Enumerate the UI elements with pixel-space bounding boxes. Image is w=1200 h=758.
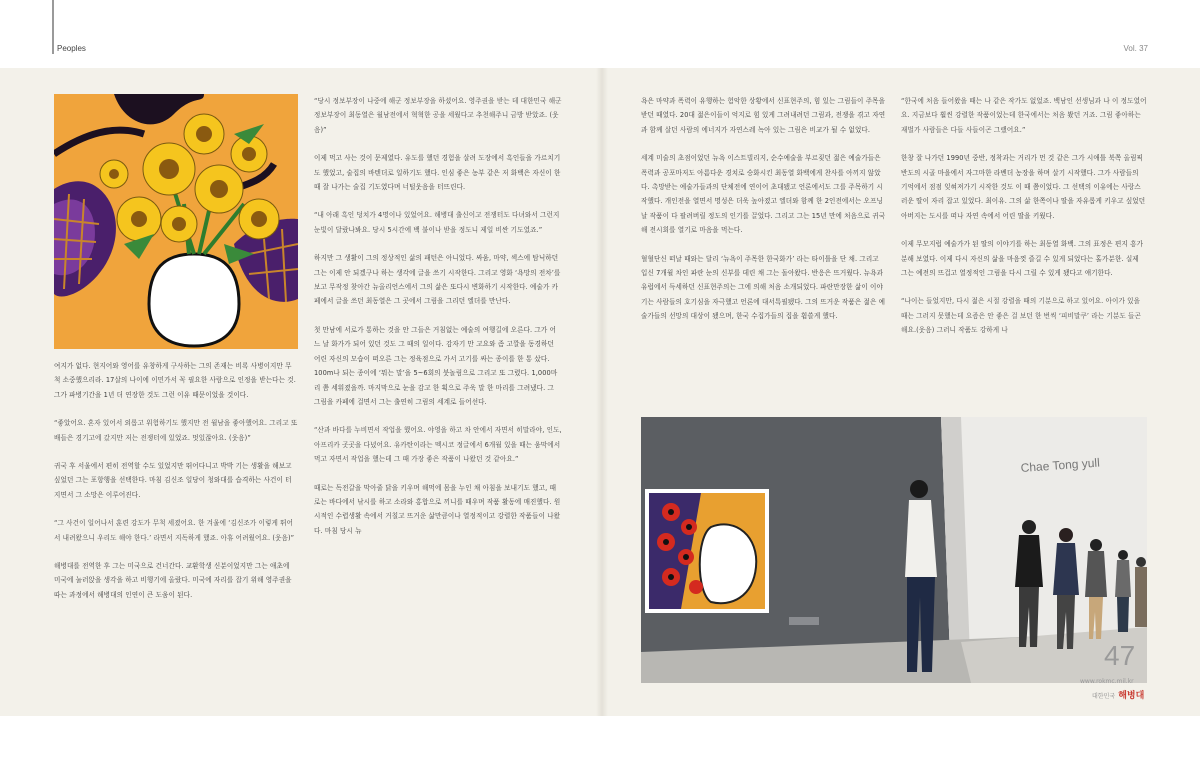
website-watermark: www.rokmc.mil.kr [1080, 678, 1134, 685]
sunflower-painting [54, 94, 298, 349]
paragraph: 이제 무모지럽 예술가가 된 딸의 이야기를 하는 최동열 화백. 그의 표정은 편지 흥가분해 보였다. 이제 다시 자신의 삶을 마음껏 즐길 수 있게 되었다는 홀가분한. 실제 그는 예전의 뜨겁고 열정적인 그림을 다시 그릴 수 있게 됐다고 얘기한다. [901, 240, 1144, 278]
quote-paragraph: “한국에 처음 들어왔을 때는 나 같은 작가도 없었죠. 백남인 선생님과 나 이 정도였어요. 지금보다 훨씬 강렬한 작품이었는데 한국에서는 처음 봤던 거죠. 그림 좋아하는 재벌가 사람들은 다들 사들이곤 그랬어요.” [901, 97, 1147, 134]
header-rule [52, 0, 54, 54]
paragraph: 귀국 후 서울에서 편히 전역할 수도 있었지만 뛰어다니고 박박 기는 생활을 해보고 싶었던 그는 포항행을 선택한다. 마침 김신조 일당이 청와대를 습격하는 사건이 터지면서 그 소망은 이루어진다. [54, 462, 292, 499]
paragraph: 해병대를 전역한 후 그는 미국으로 건너간다. 교환학생 신분이었지만 그는 애초에 미국에 눌러앉을 생각을 하고 비행기에 올랐다. 미국에 자리를 잡기 위해 영주권을 따는 과정에서 해병대의 인연이 큰 도움이 된다. [54, 562, 292, 599]
publisher-name: 해병대 [1118, 690, 1145, 700]
publisher-logo [1092, 688, 1144, 701]
paragraph: 혈혈단신 떠날 때와는 달리 ‘뉴욕이 주목한 한국화가’ 라는 타이틀을 단 채. 그리고 입신 7개월 차인 파란 눈의 신부를 데린 채 그는 돌아왔다. 반응은 뜨거웠다. 뉴욕과 유럽에서 득세하던 신표현주의는 그에 의해 처음 소개되었다. 파란만장한 삶이 이야기는 사람들의 호기심을 자극했고 언론에 대서특필됐다. 그의 뜨거운 작품은 젊은 예술가들의 선망의 대상이 됐으며, 한국 수집가들의 집을 휩쓸게 했다. [641, 254, 886, 321]
paragraph: 한창 잘 나가던 1990년 중반, 정착과는 거리가 먼 것 같은 그가 시애틀 북쪽 올림픽 반도의 시골 마을에서 자그마한 라벤더 농장을 하며 살기 시작했다. 그가 사람들의 기억에서 점점 잊혀져가기 시작한 것도 이 때 쯤이었다. 그 선택의 이유에는 사랑스러운 딸이 자리 잡고 있었다. 최이유. 그의 삶 한쪽이나 딸을 자유롭게 키우고 싶었던 아버지는 도시를 떠나 자연 속에서 어린 딸을 키웠다. [901, 154, 1146, 220]
paragraph: 세계 미술의 초점이었던 뉴욕 이스트빌리지, 순수예술을 부르짖던 젊은 예술가들은 폭력과 공포마저도 아름다운 경치로 승화시킨 최동열 화백에게 찬사를 아끼지 않았다. 촉망받는 예술가들과의 단체전에 연이어 초대됐고 언론에서도 그를 주목하기 시작했다. 개인전을 열면서 명성은 더욱 높아졌고 엘더와 함께 한 2인전에서는 오프닝 날 작품이 다 팔려버릴 정도의 인기를 끌었다. 그리고 그는 15년 만에 처음으로 귀국해 전시회를 열기로 마음을 먹는다. [641, 154, 886, 235]
spread-gutter [596, 68, 608, 716]
volume-number: Vol. 37 [1123, 44, 1148, 53]
text-column-3 [641, 94, 887, 338]
wall-lettering: Chae Tong yull [1020, 455, 1101, 475]
page-header [0, 0, 1200, 68]
quote-paragraph: “산과 바다를 누비면서 작업을 했어요. 야영을 하고 차 안에서 자면서 히말라야, 인도, 아프리카 곳곳을 다녔어요. 유카탄이라는 멕시코 정글에서 6개월 있을 때는 움막에서 먹고 자면서 작업을 했는데 그 때 가장 좋은 작품이 나왔던 것 같아요.” [314, 426, 562, 464]
quote-paragraph: “나이는 들었지만, 다시 젊은 시절 강렬을 때의 기분으로 하고 있어요. 아이가 있을 때는 그러지 못했는데 요즘은 안 좋은 걸 보던 한 번씩 ‘피비말쿠’ 라는 기분도 들곤 해요.(웃음) 그러니 작품도 강하게 나 [901, 297, 1141, 335]
paragraph: 이제 먹고 사는 것이 문제였다. 유도를 했던 경험을 살려 도장에서 흑인들을 가르치기도 했었고, 술집의 바텐더로 일하기도 했다. 인심 좋은 농부 같은 저 화백은 자신이 한 때 잘 나가는 술집 기도였다며 너털웃음을 터뜨린다. [314, 154, 561, 192]
publisher-prefix: 대한민국 [1092, 694, 1116, 700]
paragraph: 여지가 없다. 현지어와 영어를 유창하게 구사하는 그의 존재는 비록 사병이지만 무척 소중했으리라. 17살의 나이에 이민가서 꼭 필요한 사람으로 인정을 받는다는 것. 그가 파병기간을 1년 더 연장한 것도 그런 이유 때문이었을 것이다. [54, 362, 296, 399]
paragraph: 첫 만남에 서로가 통하는 것을 안 그들은 거침없는 예술의 여행길에 오른다. 그가 어느 날 화가가 되어 있던 것도 그 때의 일이다. 감자기 만 고요와 좀 고깔을 동경하던 어린 자신의 모습이 떠오른 그는 정육점으로 가서 고기를 싸는 종이를 한 통 샀다. 100m나 되는 종이에 ‘뭐는 말’을 5~6회의 붓놀림으로 그리고 또 그렸다. 1,000마리 쯤 세워졌을까. 마지막으로 눈을 감고 한 획으로 주욱 말 한 마리를 그려냈다. 그 그림을 카페에 걸면서 그는 출연히 그림의 세계로 들어선다. [314, 325, 558, 406]
paragraph: 하지만 그 생활이 그의 정상적인 삶의 패턴은 아니었다. 싸움, 마약, 섹스에 탐닉하던 그는 이제 안 되겠구나 하는 생각에 글을 쓰기 시작한다. 그리고 영화 ‘욕망의 전차’를 보고 무작정 찾아간 뉴올리언스에서 그의 삶은 또다시 변화하기 시작한다. 예술가 카페에서 글을 쓰던 최동열은 그 곳에서 그림을 그리던 엘더를 만난다. [314, 254, 561, 306]
text-column-1 [54, 359, 298, 616]
quote-paragraph: “좋았어요. 혼자 있어서 외롭고 위험하기도 했지만 전 월남을 좋아했어요. 그리고 또 배들은 경기고에 갔지만 저는 전쟁터에 있었죠. 멋있잖아요. (웃음)” [54, 419, 298, 442]
page-footer-margin [0, 716, 1200, 758]
text-column-4 [901, 94, 1147, 352]
page-number: 47 [1104, 640, 1136, 671]
paragraph: 욕은 마약과 폭력이 유행하는 험악한 상황에서 신표현주의, 힘 있는 그림들이 주목을 받던 때였다. 20대 젊은이들이 억지로 힘 있게 그려내려던 그림과, 전쟁을 겪고 자연과 함께 살던 사람의 에너지가 자연스레 녹아 있는 그림은 비교가 될 수 없었다. [641, 97, 886, 134]
quote-paragraph: “그 사건이 일어나서 훈련 강도가 무척 세졌어요. 한 겨울에 ‘김신조가 이렇게 뛰어서 내려왔으니 우리도 해야 한다.’ 라면서 지독하게 했죠. 아휴 어려웠어요. (웃음)” [54, 519, 295, 542]
quote-paragraph: “당시 정보부장이 나중에 해군 정보부장을 하셨어요. 영주권을 받는 데 대한민국 해군 정보부장이 최동열은 월남전에서 혁혁한 공을 세웠다고 추천해주니 금방 받았죠. (웃음)” [314, 97, 562, 134]
gallery-photo [641, 417, 1147, 683]
paragraph: 때로는 독전갈을 막아줄 닭을 키우며 해먹에 몸을 누인 채 아침을 보내기도 했고, 때로는 바다에서 낚시를 하고 소라와 홍합으로 끼니를 때우며 작품 활동에 매진했다. 원시적인 수렵생활 속에서 거칠고 뜨거운 삶만큼이나 열정적이고 강렬한 작품들이 나왔다. 마침 당시 뉴 [314, 483, 561, 535]
framed-painting [645, 489, 769, 613]
quote-paragraph: “내 아래 흑인 덩치가 4명이나 있었어요. 해병대 출신이고 전쟁터도 다녀와서 그런지 눈빛이 달랐나봐요. 당시 5시간에 백 불이나 받을 정도니 제일 비싼 기도였죠.” [314, 211, 560, 234]
text-column-2 [314, 94, 562, 552]
section-title: Peoples [57, 44, 86, 53]
